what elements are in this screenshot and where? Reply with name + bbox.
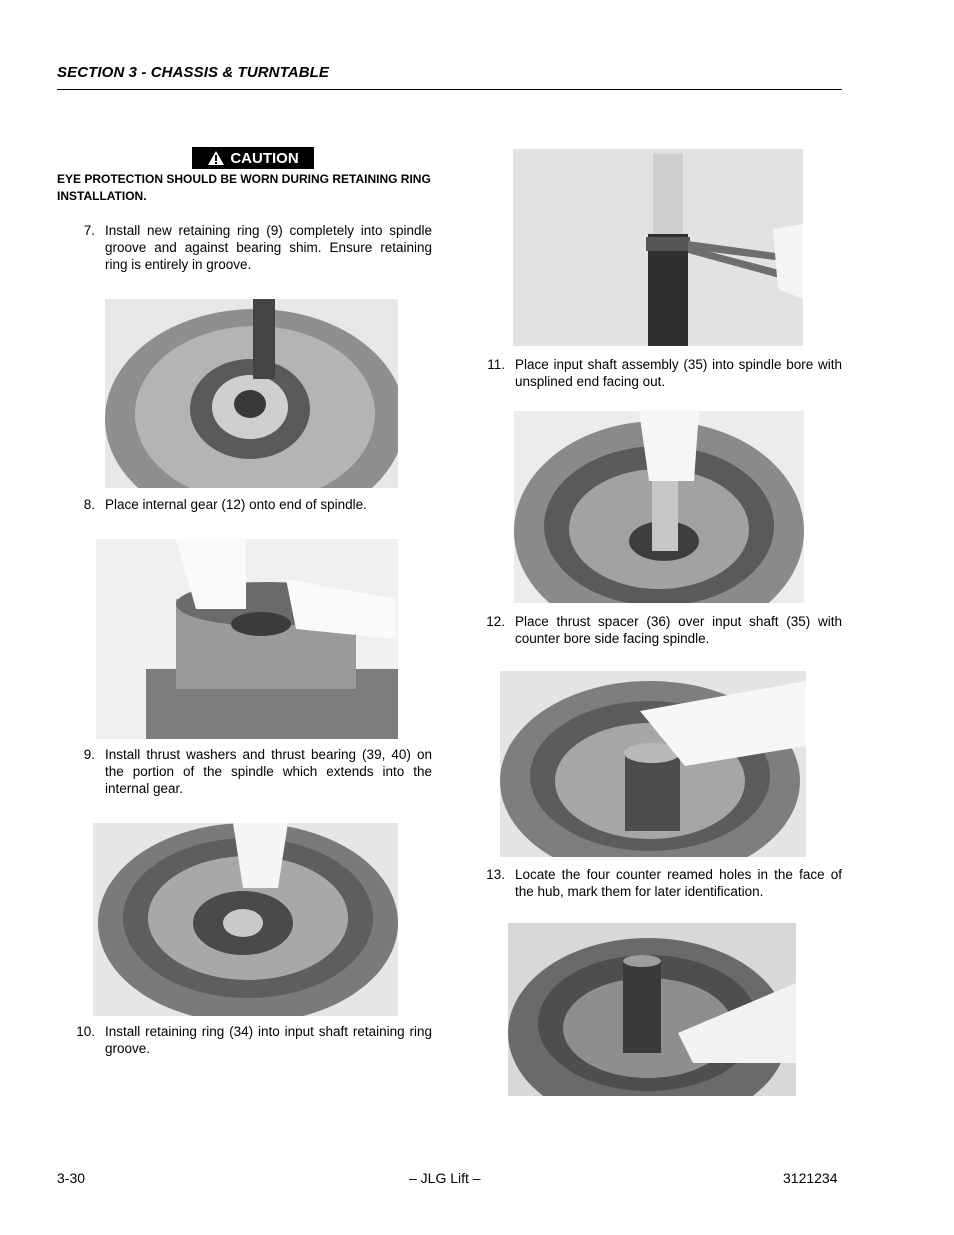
section-title: SECTION 3 - CHASSIS & TURNTABLE bbox=[57, 64, 330, 81]
photo-counter-reamed-holes bbox=[508, 923, 796, 1096]
document-number: 3121234 bbox=[783, 1170, 838, 1186]
step-text: Install new retaining ring (9) completely into spindle groove and against bearing shim. Ensure retaining ring is entirely in groove. bbox=[105, 223, 432, 272]
photo-input-shaft-pliers bbox=[513, 149, 803, 346]
step-13 bbox=[481, 866, 842, 901]
photo-internal-gear bbox=[96, 539, 398, 739]
header-divider bbox=[57, 89, 842, 90]
step-number: 9. bbox=[83, 747, 95, 762]
photo-thrust-washers bbox=[93, 823, 398, 1016]
step-number: 11. bbox=[487, 357, 505, 372]
step-text: Install retaining ring (34) into input shaft retaining ring groove. bbox=[105, 1024, 432, 1056]
footer-brand: – JLG Lift – bbox=[409, 1170, 481, 1186]
step-number: 10. bbox=[76, 1024, 95, 1039]
step-number: 7. bbox=[83, 223, 95, 238]
step-number: 8. bbox=[83, 497, 95, 512]
caution-message: EYE PROTECTION SHOULD BE WORN DURING RETAINING RING INSTALLATION. bbox=[57, 172, 431, 203]
photo-retaining-ring-spindle bbox=[105, 299, 398, 488]
caution-label: CAUTION bbox=[230, 149, 299, 167]
step-text: Place thrust spacer (36) over input shaft (35) with counter bore side facing spindle. bbox=[515, 614, 842, 646]
step-10 bbox=[71, 1023, 432, 1058]
step-11 bbox=[481, 356, 842, 391]
step-12 bbox=[481, 613, 842, 648]
photo-thrust-spacer bbox=[500, 671, 806, 857]
step-text: Locate the four counter reamed holes in the face of the hub, mark them for later identification. bbox=[515, 867, 842, 899]
caution-badge bbox=[192, 147, 314, 169]
photo-input-shaft-spindle bbox=[514, 411, 804, 603]
step-9 bbox=[71, 746, 432, 798]
step-number: 13. bbox=[486, 867, 505, 882]
step-text: Install thrust washers and thrust bearing (39, 40) on the portion of the spindle which extends into the internal gear. bbox=[105, 747, 432, 796]
step-number: 12. bbox=[486, 614, 505, 629]
page-number: 3-30 bbox=[57, 1170, 86, 1186]
step-7 bbox=[71, 222, 432, 274]
warning-triangle-icon bbox=[207, 150, 225, 166]
step-8 bbox=[71, 496, 432, 514]
step-text: Place internal gear (12) onto end of spindle. bbox=[105, 497, 367, 512]
step-text: Place input shaft assembly (35) into spindle bore with unsplined end facing out. bbox=[515, 357, 842, 389]
